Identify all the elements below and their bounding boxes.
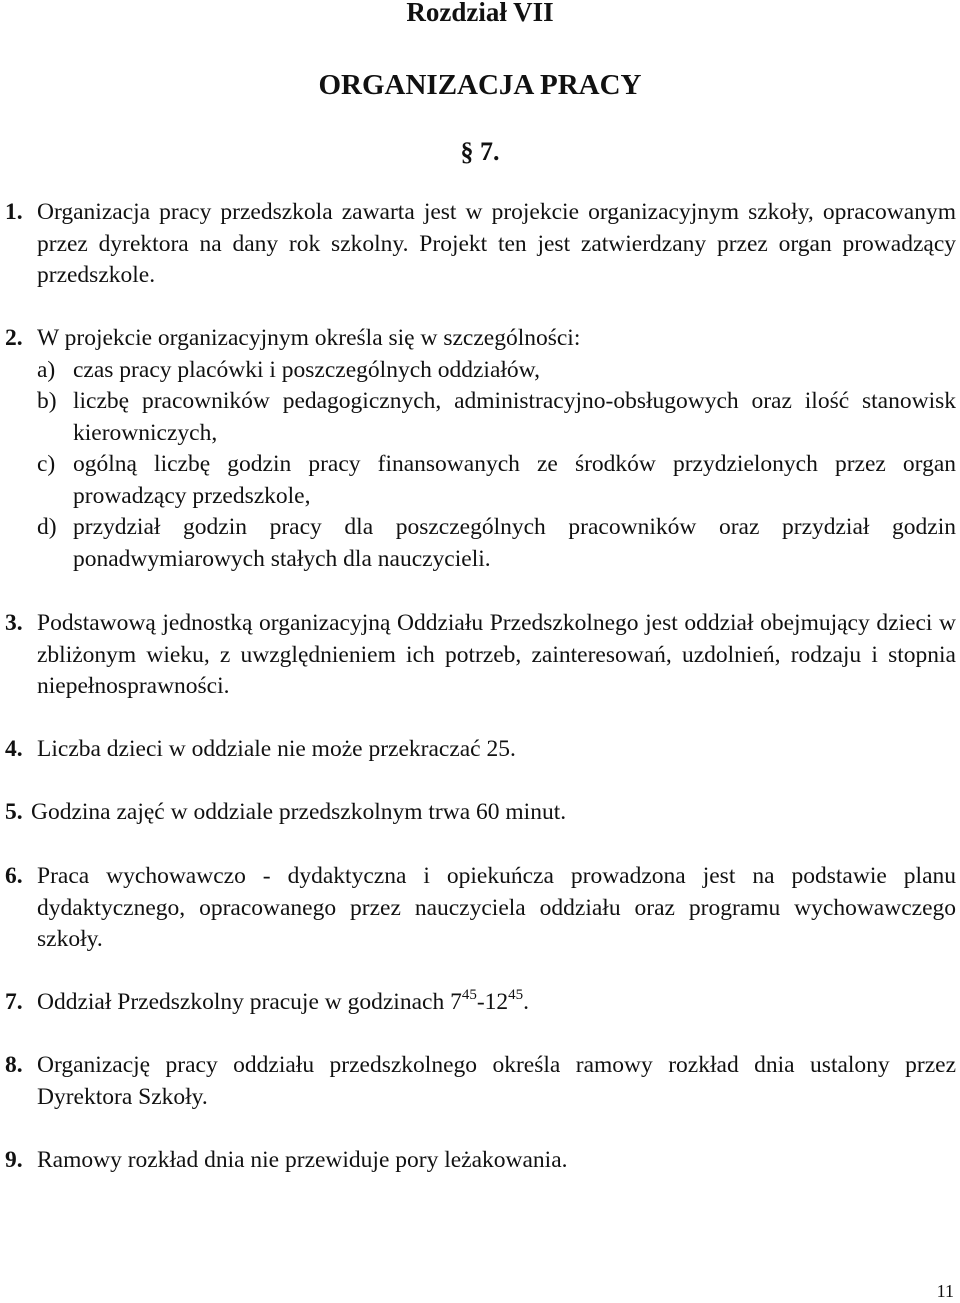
paragraph-mark: § 7. (460, 137, 500, 166)
list-item-8 (0, 1050, 956, 1113)
hours-superscript-start: 45 (461, 987, 477, 1003)
item-number: 5. (5, 799, 23, 825)
list-item-1 (0, 197, 956, 292)
subitem-a (0, 355, 956, 387)
hours-period: . (523, 989, 530, 1015)
item-number: 1. (5, 199, 23, 225)
item-text: Liczba dzieci w oddziale nie może przekraczać 25. (37, 736, 516, 762)
item-number: 9. (5, 1147, 23, 1173)
subitem-text: liczbę pracowników pedagogicznych, administracyjno-obsługowych oraz ilość stanowisk kierowniczych, (73, 388, 956, 446)
item-text (0, 987, 956, 1019)
item-number: 7. (5, 989, 23, 1015)
list-item-4 (0, 734, 956, 766)
hours-text-start: Oddział Przedszkolny pracuje w godzinach 7 (37, 989, 462, 1015)
page-number: 11 (936, 1281, 954, 1301)
item-text: Ramowy rozkład dnia nie przewiduje pory leżakowania. (37, 1147, 568, 1173)
list-item-2 (0, 323, 956, 575)
item-text: Godzina zajęć w oddziale przedszkolnym trwa 60 minut. (31, 799, 567, 825)
list-item-5 (0, 797, 956, 829)
subitem-text: czas pracy placówki i poszczególnych oddziałów, (73, 356, 540, 383)
item-number: 6. (5, 863, 23, 889)
chapter-title: ORGANIZACJA PRACY (318, 69, 642, 101)
item-number: 4. (5, 736, 23, 762)
subitem-letter: b) (37, 388, 57, 414)
item-text: Organizacja pracy przedszkola zawarta jest w projekcie organizacyjnym szkoły, opracowanym przez dyrektora na dany rok szkolny. Projekt ten jest zatwierdzany przez organ prowadzący przedszkole. (37, 199, 956, 288)
list-item-9 (0, 1145, 956, 1177)
subitem-letter: d) (37, 514, 57, 540)
item-number: 8. (5, 1052, 23, 1078)
subitem-c (0, 449, 956, 512)
item-text: Praca wychowawczo - dydaktyczna i opiekuńcza prowadzona jest na podstawie planu dydaktycznego, opracowanego przez nauczyciela oddziału oraz programu wychowawczego szkoły. (37, 863, 956, 952)
subitem-text: ogólną liczbę godzin pracy finansowanych ze środków przydzielonych przez organ prowadzący przedszkole, (73, 451, 956, 509)
subitem-b (0, 386, 956, 449)
list-item-3 (0, 608, 956, 703)
item-text: Podstawową jednostką organizacyjną Oddziału Przedszkolnego jest oddział obejmujący dzieci w zbliżonym wieku, z uwzględnieniem ich potrzeb, zainteresowań, uzdolnień, rodzaju i stopnia niepełnosprawności. (37, 610, 956, 699)
subitem-text: przydział godzin pracy dla poszczególnych pracowników oraz przydział godzin ponadwymiarowych stałych dla nauczycieli. (73, 514, 956, 572)
subitem-letter: a) (37, 356, 56, 383)
chapter-heading: Rozdział VII (406, 0, 554, 27)
item-number: 3. (5, 610, 23, 636)
item-text: W projekcie organizacyjnym określa się w szczególności: (37, 325, 581, 351)
subitem-d (0, 512, 956, 575)
hours-superscript-end: 45 (508, 987, 524, 1003)
item-text: Organizację pracy oddziału przedszkolnego określa ramowy rozkład dnia ustalony przez Dyrektora Szkoły. (37, 1052, 956, 1110)
item-number: 2. (5, 325, 23, 351)
list-item-6 (0, 861, 956, 956)
hours-text-end: -12 (476, 989, 509, 1015)
list-item-7 (0, 987, 956, 1019)
subitem-letter: c) (37, 451, 56, 477)
